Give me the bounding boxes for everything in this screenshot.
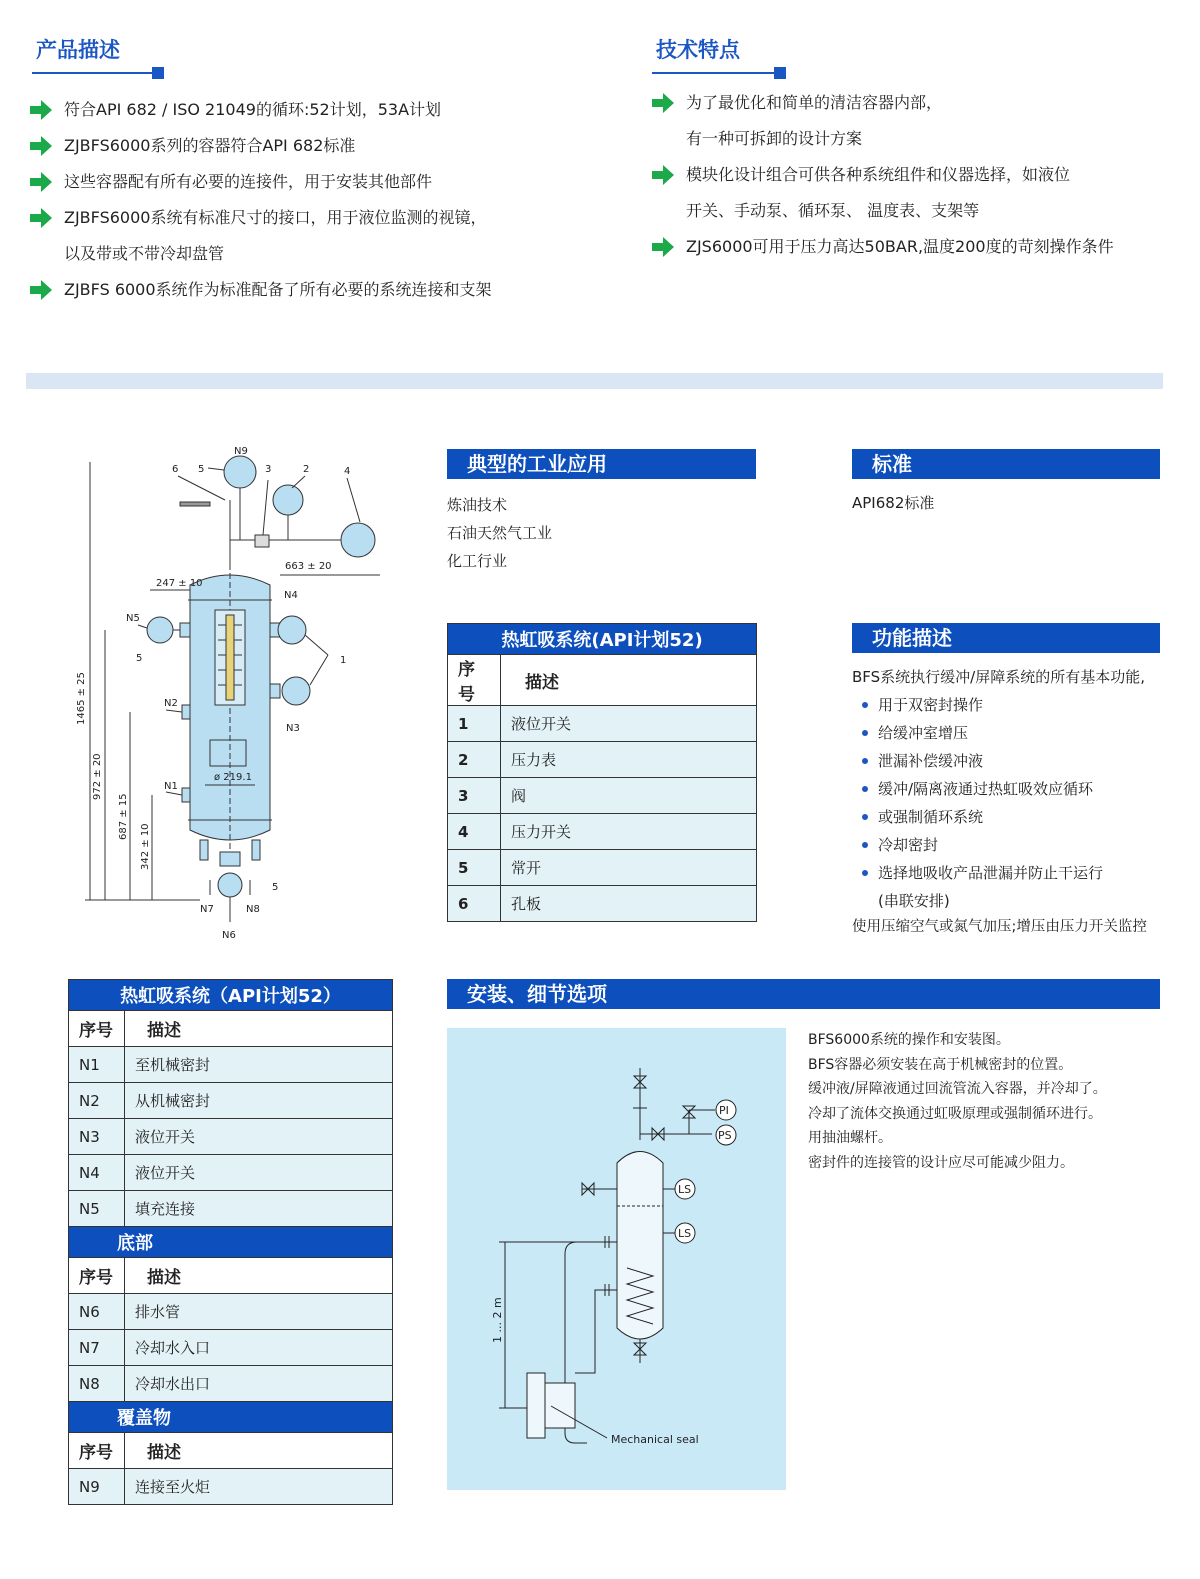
col-header-desc: 描述 [125, 1011, 393, 1047]
dim-247: 247 ± 10 [156, 578, 203, 589]
col-header-no: 序号 [69, 1258, 125, 1294]
industrial-apps-header: 典型的工业应用 [447, 449, 756, 479]
installation-text [808, 1028, 1188, 1175]
installation-schematic [447, 1028, 786, 1490]
industrial-apps-list [447, 491, 747, 575]
label-6: 6 [172, 464, 179, 475]
mechanical-seal-label: Mechanical seal [611, 1433, 699, 1446]
green-arrow-icon [30, 100, 52, 120]
nozzles-table [68, 979, 393, 1505]
table-row: N8 冷却水出口 [69, 1366, 393, 1402]
list-item: 石油天然气工业 [447, 524, 553, 542]
label-n6: N6 [222, 930, 236, 941]
title-square [152, 67, 164, 79]
list-item: ZJBFS6000系列的容器符合API 682标准 [30, 128, 590, 164]
standard-header: 标准 [852, 449, 1160, 479]
components-table [447, 623, 757, 922]
list-item: 缓冲/隔离液通过热虹吸效应循环 [852, 775, 1192, 803]
dim-1465: 1465 ± 25 [76, 672, 87, 725]
section-divider [26, 373, 1163, 389]
title-square [774, 67, 786, 79]
list-item: ZJBFS6000系统有标准尺寸的接口，用于液位监测的视镜， 以及带或不带冷却盘管 [30, 200, 590, 272]
col-header-desc: 描述 [125, 1258, 393, 1294]
list-item: 或强制循环系统 [852, 803, 1192, 831]
text-line: 缓冲液/屏障液通过回流管流入容器，并冷却了。 [808, 1081, 1107, 1097]
list-item: 选择地吸收产品泄漏并防止干运行 [852, 859, 1192, 887]
dim-diameter: ø 219.1 [214, 772, 252, 783]
table-row: N3 液位开关 [69, 1119, 393, 1155]
text-line: BFS6000系统的操作和安装图。 [808, 1032, 1010, 1048]
vessel-drawing [60, 440, 390, 950]
col-header-no: 序号 [448, 655, 501, 706]
list-item: 冷却密封 [852, 831, 1192, 859]
table-row: N7 冷却水入口 [69, 1330, 393, 1366]
function-list [852, 691, 1192, 915]
table-row: 2 压力表 [448, 742, 757, 778]
label-5-top: 5 [198, 464, 205, 475]
dim-687: 687 ± 15 [118, 793, 129, 840]
table-row: N9 连接至火炬 [69, 1469, 393, 1505]
dim-342: 342 ± 10 [140, 823, 151, 870]
table-row: N1 至机械密封 [69, 1047, 393, 1083]
col-header-no: 序号 [69, 1011, 125, 1047]
technical-features-title: 技术特点 [656, 38, 740, 62]
label-n3: N3 [286, 723, 300, 734]
table-row: N5 填充连接 [69, 1191, 393, 1227]
list-item: ZJS6000可用于压力高达50BAR,温度200度的苛刻操作条件 [652, 229, 1192, 265]
standard-text: API682标准 [852, 494, 935, 512]
text-line: 用抽油螺杆。 [808, 1130, 892, 1146]
list-item: 给缓冲室增压 [852, 719, 1192, 747]
ls-label-2: LS [678, 1227, 692, 1240]
text-line: BFS容器必须安装在高于机械密封的位置。 [808, 1056, 1073, 1073]
ps-label: PS [718, 1129, 732, 1142]
list-item: 为了最优化和简单的清洁容器内部， 有一种可拆卸的设计方案 [652, 85, 1192, 157]
table-row: 6 孔板 [448, 886, 757, 922]
green-arrow-icon [30, 136, 52, 156]
list-item-continuation: (串联安排) [878, 892, 950, 910]
list-item: 化工行业 [447, 552, 508, 570]
label-3: 3 [265, 464, 272, 475]
green-arrow-icon [30, 172, 52, 192]
table-row: N4 液位开关 [69, 1155, 393, 1191]
label-2: 2 [303, 464, 310, 475]
list-item: ZJBFS 6000系统作为标准配备了所有必要的系统连接和支架 [30, 272, 590, 308]
label-n8: N8 [246, 904, 260, 915]
table-row: 3 阀 [448, 778, 757, 814]
technical-features-list [652, 85, 1192, 265]
green-arrow-icon [652, 93, 674, 113]
title-underline [32, 72, 158, 74]
height-label: 1 ... 2 m [491, 1297, 504, 1343]
table-row: 5 常开 [448, 850, 757, 886]
green-arrow-icon [30, 280, 52, 300]
table-title: 热虹吸系统(API计划52) [448, 624, 757, 655]
group-title-cover: 覆盖物 [69, 1402, 393, 1433]
function-outro: 使用压缩空气或氮气加压;增压由压力开关监控 [852, 919, 1147, 935]
label-5-bottom: 5 [272, 882, 279, 893]
dim-972: 972 ± 20 [92, 753, 103, 800]
ls-label-1: LS [678, 1183, 692, 1196]
table-row: 1 液位开关 [448, 706, 757, 742]
table-row: N2 从机械密封 [69, 1083, 393, 1119]
table-row: N6 排水管 [69, 1294, 393, 1330]
installation-header: 安装、细节选项 [447, 979, 1160, 1009]
list-item: 炼油技术 [447, 496, 508, 514]
col-header-desc: 描述 [125, 1433, 393, 1469]
pi-label: PI [719, 1104, 729, 1117]
label-n2: N2 [164, 698, 178, 709]
col-header-desc: 描述 [501, 655, 757, 706]
label-4: 4 [344, 466, 351, 477]
table-row: 4 压力开关 [448, 814, 757, 850]
text-line: 密封件的连接管的设计应尽可能减少阻力。 [808, 1154, 1074, 1171]
label-n9: N9 [234, 446, 248, 457]
label-n7: N7 [200, 904, 214, 915]
label-n1: N1 [164, 781, 178, 792]
product-description-list [30, 92, 590, 308]
list-item: 这些容器配有所有必要的连接件，用于安装其他部件 [30, 164, 590, 200]
table-title: 热虹吸系统（API计划52） [69, 980, 393, 1011]
function-header: 功能描述 [852, 623, 1160, 653]
list-item: 用于双密封操作 [852, 691, 1192, 719]
list-item: 符合API 682 / ISO 21049的循环:52计划，53A计划 [30, 92, 590, 128]
label-n4: N4 [284, 590, 298, 601]
green-arrow-icon [652, 237, 674, 257]
green-arrow-icon [30, 208, 52, 228]
col-header-no: 序号 [69, 1433, 125, 1469]
function-intro: BFS系统执行缓冲/屏障系统的所有基本功能, [852, 668, 1145, 686]
group-title-bottom: 底部 [69, 1227, 393, 1258]
label-n5: N5 [126, 613, 140, 624]
label-1: 1 [340, 655, 347, 666]
list-item: 模块化设计组合可供各种系统组件和仪器选择，如液位 开关、手动泵、循环泵、 温度表、支架等 [652, 157, 1192, 229]
green-arrow-icon [652, 165, 674, 185]
product-description-title: 产品描述 [36, 38, 120, 62]
title-underline [652, 72, 780, 74]
dim-663: 663 ± 20 [285, 561, 332, 572]
text-line: 冷却了流体交换通过虹吸原理或强制循环进行。 [808, 1105, 1102, 1122]
list-item: 泄漏补偿缓冲液 [852, 747, 1192, 775]
label-5-left: 5 [136, 653, 143, 664]
